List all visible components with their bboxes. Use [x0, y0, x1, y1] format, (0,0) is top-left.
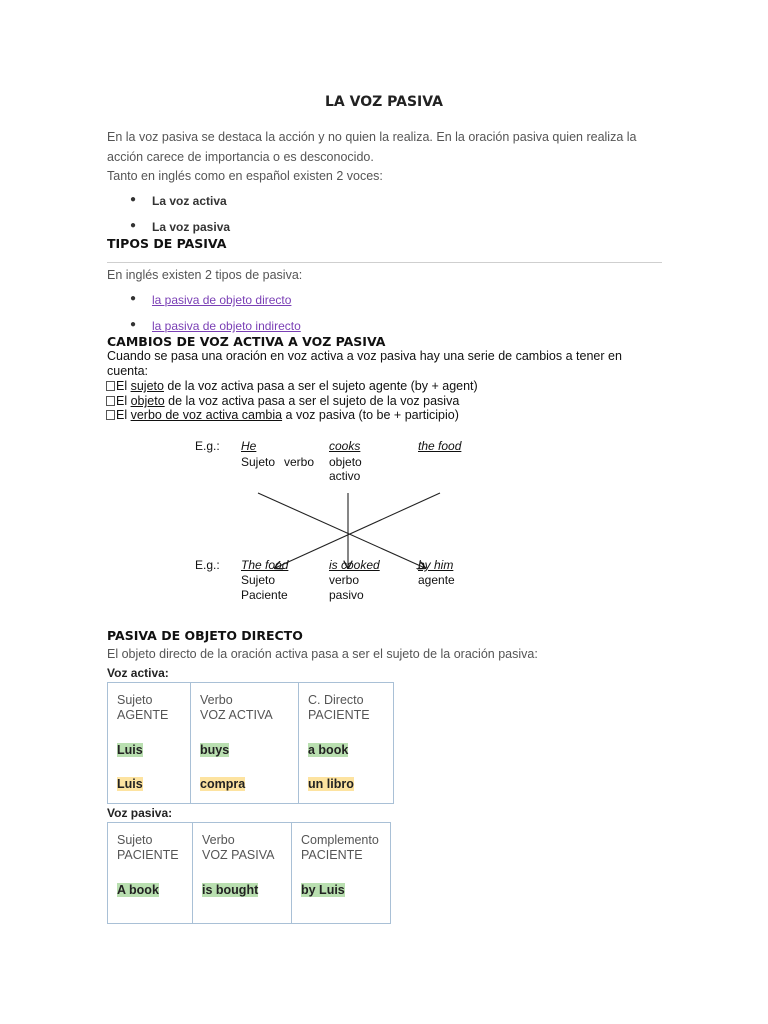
bullet-icon: ● — [130, 194, 137, 205]
highlight-spanish: Luis — [117, 777, 143, 791]
section-heading-tipos: TIPOS DE PASIVA — [107, 236, 227, 251]
highlight-english: by Luis — [301, 883, 345, 897]
table-cell: Verbo VOZ ACTIVA buys compra — [191, 683, 299, 804]
passive-verb: is cooked — [329, 558, 380, 572]
highlight-english: is bought — [202, 883, 259, 897]
intro-line-3: Tanto en inglés como en español existen 2 voces: — [107, 169, 383, 183]
page-title: LA VOZ PASIVA — [325, 94, 443, 110]
passive-subject: The food — [241, 558, 289, 572]
intro-line-2: acción carece de importancia o es desconocido. — [107, 150, 374, 164]
table-cell: C. Directo PACIENTE a book un libro — [299, 683, 394, 804]
highlight-english: Luis — [117, 743, 143, 757]
list-item-label: La voz pasiva — [152, 220, 231, 234]
highlight-spanish: un libro — [308, 777, 354, 791]
checkbox-glyph-icon — [106, 396, 115, 406]
table-cell: Sujeto PACIENTE A book — [108, 823, 193, 924]
label-verbo: verbo — [284, 455, 315, 469]
eg-label-active: E.g.: — [195, 439, 220, 453]
eg-label-passive: E.g.: — [195, 558, 220, 572]
label-paciente: Paciente — [241, 588, 288, 602]
link-pasiva-objeto-indirecto[interactable]: la pasiva de objeto indirecto — [152, 319, 301, 333]
checkbox-glyph-icon — [106, 381, 115, 391]
highlight-english: buys — [200, 743, 230, 757]
label-objeto: objeto — [329, 455, 362, 469]
passive-agent: by him — [418, 558, 454, 572]
highlight-english: A book — [117, 883, 159, 897]
label-activo: activo — [329, 469, 361, 483]
label-sujeto: Sujeto — [241, 455, 276, 469]
table-row — [108, 683, 394, 804]
divider — [107, 262, 662, 263]
highlight-spanish: compra — [200, 777, 246, 791]
rule-line: El sujeto de la voz activa pasa a ser el sujeto agente (by + agent) — [106, 379, 478, 394]
section-heading-cambios: CAMBIOS DE VOZ ACTIVA A VOZ PASIVA — [107, 334, 386, 349]
voz-activa-table — [107, 682, 394, 804]
active-subject: He — [241, 439, 257, 453]
voz-pasiva-label: Voz pasiva: — [107, 806, 173, 820]
table-cell: Sujeto AGENTE Luis Luis — [108, 683, 191, 804]
label-verbo-pasiva: verbo — [329, 573, 360, 587]
table-cell: Complemento PACIENTE by Luis — [292, 823, 391, 924]
cambios-text-1: Cuando se pasa una oración en voz activa a voz pasiva hay una serie de cambios a tener en — [107, 349, 622, 363]
highlight-english: a book — [308, 743, 349, 757]
voz-pasiva-table — [107, 822, 391, 924]
bullet-icon: ● — [130, 220, 137, 231]
label-agente: agente — [418, 573, 455, 587]
bullet-icon: ● — [130, 319, 137, 330]
active-object: the food — [418, 439, 462, 453]
label-pasivo: pasivo — [329, 588, 364, 602]
list-item-label: La voz activa — [152, 194, 227, 208]
link-pasiva-objeto-directo[interactable]: la pasiva de objeto directo — [152, 293, 292, 307]
table-cell: Verbo VOZ PASIVA is bought — [193, 823, 292, 924]
intro-line-1: En la voz pasiva se destaca la acción y no quien la realiza. En la oración pasiva quien realiza la — [107, 130, 637, 144]
tipos-intro: En inglés existen 2 tipos de pasiva: — [107, 268, 303, 282]
cambios-text-2: cuenta: — [107, 364, 149, 378]
directo-text: El objeto directo de la oración activa pasa a ser el sujeto de la oración pasiva: — [107, 647, 538, 661]
label-sujeto-pasiva: Sujeto — [241, 573, 276, 587]
rule-line: El verbo de voz activa cambia a voz pasiva (to be + participio) — [106, 408, 459, 423]
active-verb: cooks — [329, 439, 361, 453]
table-row — [108, 823, 391, 924]
arrow-subject-to-agent — [258, 493, 425, 568]
voz-activa-label: Voz activa: — [107, 666, 169, 680]
arrow-object-to-subject — [275, 493, 440, 568]
checkbox-glyph-icon — [106, 410, 115, 420]
rule-line: El objeto de la voz activa pasa a ser el sujeto de la voz pasiva — [106, 394, 459, 409]
bullet-icon: ● — [130, 293, 137, 304]
section-heading-directo: PASIVA DE OBJETO DIRECTO — [107, 628, 303, 643]
